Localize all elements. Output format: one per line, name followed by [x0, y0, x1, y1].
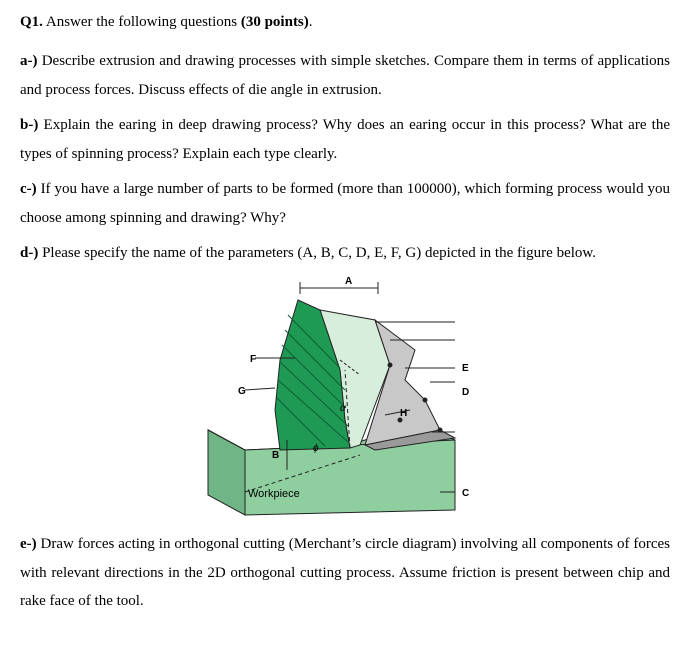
question-text: Answer the following questions	[45, 14, 238, 30]
part-b-text: Explain the earing in deep drawing process? Why does an earing occur in this process? What are the types of spinning process? Explain each type clearly.	[20, 117, 670, 162]
part-a	[20, 47, 670, 104]
part-c-label: c-)	[20, 181, 37, 197]
orthogonal-cutting-figure	[200, 270, 490, 520]
part-d	[20, 239, 670, 268]
part-a-label: a-)	[20, 53, 38, 69]
label-d: D	[462, 387, 470, 398]
label-g: G	[238, 386, 246, 397]
cutting-diagram-svg	[200, 270, 490, 520]
part-b	[20, 111, 670, 168]
label-e: E	[462, 363, 469, 374]
question-end: .	[308, 14, 313, 30]
leader-g	[245, 388, 275, 390]
point-dot-2	[423, 398, 428, 403]
label-f: F	[250, 354, 257, 365]
part-c-text: If you have a large number of parts to be formed (more than 100000), which forming process would you choose among spinning and drawing? Why?	[20, 181, 670, 226]
workpiece-left-face	[208, 430, 245, 515]
part-e-text: Draw forces acting in orthogonal cutting (Merchant’s circle diagram) involving all components of forces with relevant directions in the 2D orthogonal cutting process. Assume friction is present between chip and rake face of the tool.	[20, 536, 671, 609]
part-b-label: b-)	[20, 117, 39, 133]
part-c	[20, 175, 670, 232]
label-a: A	[345, 276, 353, 287]
label-b: B	[272, 450, 280, 461]
part-d-label: d-)	[20, 245, 39, 261]
question-points: (30 points)	[240, 14, 309, 30]
question-title	[20, 14, 313, 31]
point-dot-1	[388, 363, 393, 368]
question-number: Q1.	[20, 14, 43, 30]
label-c: C	[462, 488, 470, 499]
label-phi: ϕ	[313, 443, 319, 454]
label-h: H	[400, 408, 408, 419]
part-d-text: Please specify the name of the parameters (A, B, C, D, E, F, G) depicted in the figure below.	[42, 245, 597, 261]
part-e	[20, 530, 670, 616]
label-alpha: α	[340, 403, 346, 414]
part-a-text: Describe extrusion and drawing processes with simple sketches. Compare them in terms of applications and process forces. Discuss effects of die angle in extrusion.	[20, 53, 670, 98]
point-dot-3	[438, 428, 443, 433]
label-workpiece: Workpiece	[248, 488, 300, 500]
part-e-label: e-)	[20, 536, 37, 552]
